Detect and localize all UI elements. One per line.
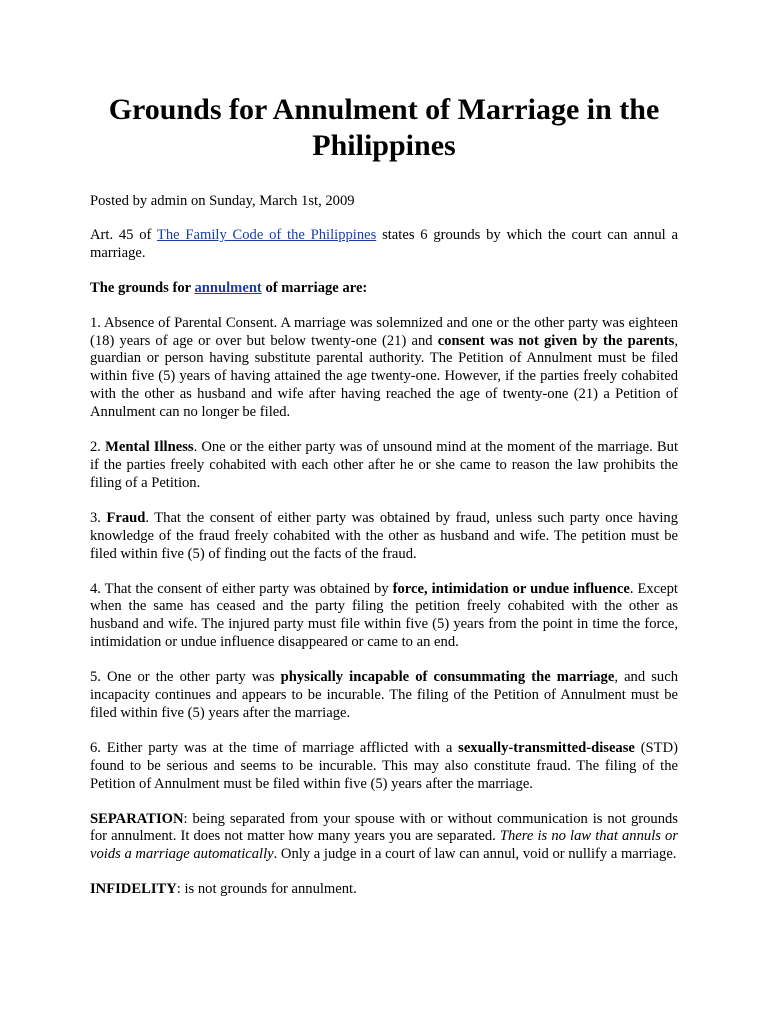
ground-6-pre: 6. Either party was at the time of marriage afflicted with a (90, 739, 459, 756)
page-title: Grounds for Annulment of Marriage in the Philippines (108, 93, 660, 162)
ground-5-bold: physically incapable of consummating the marriage (280, 669, 615, 686)
ground-item-3 (90, 510, 678, 564)
ground-1-bold: consent was not given by the parents (437, 332, 675, 349)
separation-post: . Only a judge in a court of law can annul, void or nullify a marriage. (273, 846, 677, 863)
infidelity-paragraph (90, 881, 678, 899)
ground-4-post: . Except when the same has ceased and the party filing the petition freely cohabited with the other as husband and wife. The injured party must file within five (5) years from the point in time the force, intimidation or undue influence disappeared or came to an end. (90, 580, 678, 651)
ground-3-pre: 3. (90, 509, 107, 526)
family-code-link[interactable]: The Family Code of the Philippines (156, 226, 377, 243)
annulment-link[interactable] (194, 280, 261, 296)
ground-5-post: , and such incapacity continues and appears to be incurable. The filing of the Petition of Annulment must be filed within five (5) years after the marriage. (90, 669, 678, 721)
ground-2-pre: 2. (90, 439, 106, 456)
ground-5-pre: 5. One or the other party was (90, 669, 281, 686)
ground-item-6 (90, 740, 678, 794)
ground-item-5 (90, 669, 678, 723)
separation-pre: : being separated from your spouse with or without communication is not grounds for annulment. It does not matter how many years you are separated. (90, 810, 678, 845)
grounds-heading (90, 280, 678, 298)
intro-paragraph (90, 227, 678, 263)
ground-1-post: , guardian or person having substitute parental authority. The Petition of Annulment must be filed within five (5) years of having attained the age twenty-one. However, if the parties freely cohabited with the other as husband and wife after having reached the age of twenty-one (21) a Petition of Annulment can no longer be filed. (90, 332, 678, 421)
ground-item-4 (90, 581, 678, 653)
separation-italic: There is no law that annuls or voids a marriage automatically (90, 828, 678, 863)
infidelity-label: INFIDELITY (90, 881, 177, 898)
ground-1-pre: 1. Absence of Parental Consent. A marriage was solemnized and one or the other party was eighteen (18) years of age or over but below twenty-one (21) and (90, 314, 678, 349)
grounds-heading-pre: The grounds for (90, 279, 195, 296)
ground-item-1 (90, 315, 678, 422)
ground-2-bold: Mental Illness (105, 439, 194, 456)
ground-3-post: . That the consent of either party was obtained by fraud, unless such party once having knowledge of the fraud freely cohabited with the other as husband and wife. The petition must be filed within five (5) of finding out the facts of the fraud. (90, 509, 678, 562)
separation-label: SEPARATION (90, 810, 184, 827)
intro-text-pre: Art. 45 of (90, 226, 157, 243)
ground-3-bold: Fraud (106, 509, 146, 526)
ground-2-post: . One or the either party was of unsound mind at the moment of the marriage. But if the parties freely cohabited with each other after he or she came to reason the law prohibits the filing of a Petition. (90, 439, 679, 491)
ground-4-bold: force, intimidation or undue influence (392, 580, 630, 597)
infidelity-post: : is not grounds for annulment. (176, 881, 357, 898)
intro-text-post: states 6 grounds by which the court can annul a marriage. (90, 226, 678, 261)
separation-paragraph (90, 811, 678, 865)
ground-6-post: (STD) found to be serious and seems to be incurable. This may also constitute fraud. The filing of the Petition of Annulment must be filed within five (5) years after the marriage. (90, 739, 678, 792)
ground-item-2 (90, 439, 678, 493)
annulment-link-label: annulment (194, 279, 262, 296)
ground-4-pre: 4. That the consent of either party was obtained by (90, 580, 393, 597)
ground-6-bold: sexually-transmitted-disease (458, 739, 635, 756)
post-meta: Posted by admin on Sunday, March 1st, 2009 (90, 193, 355, 209)
grounds-heading-post: of marriage are: (261, 279, 368, 296)
